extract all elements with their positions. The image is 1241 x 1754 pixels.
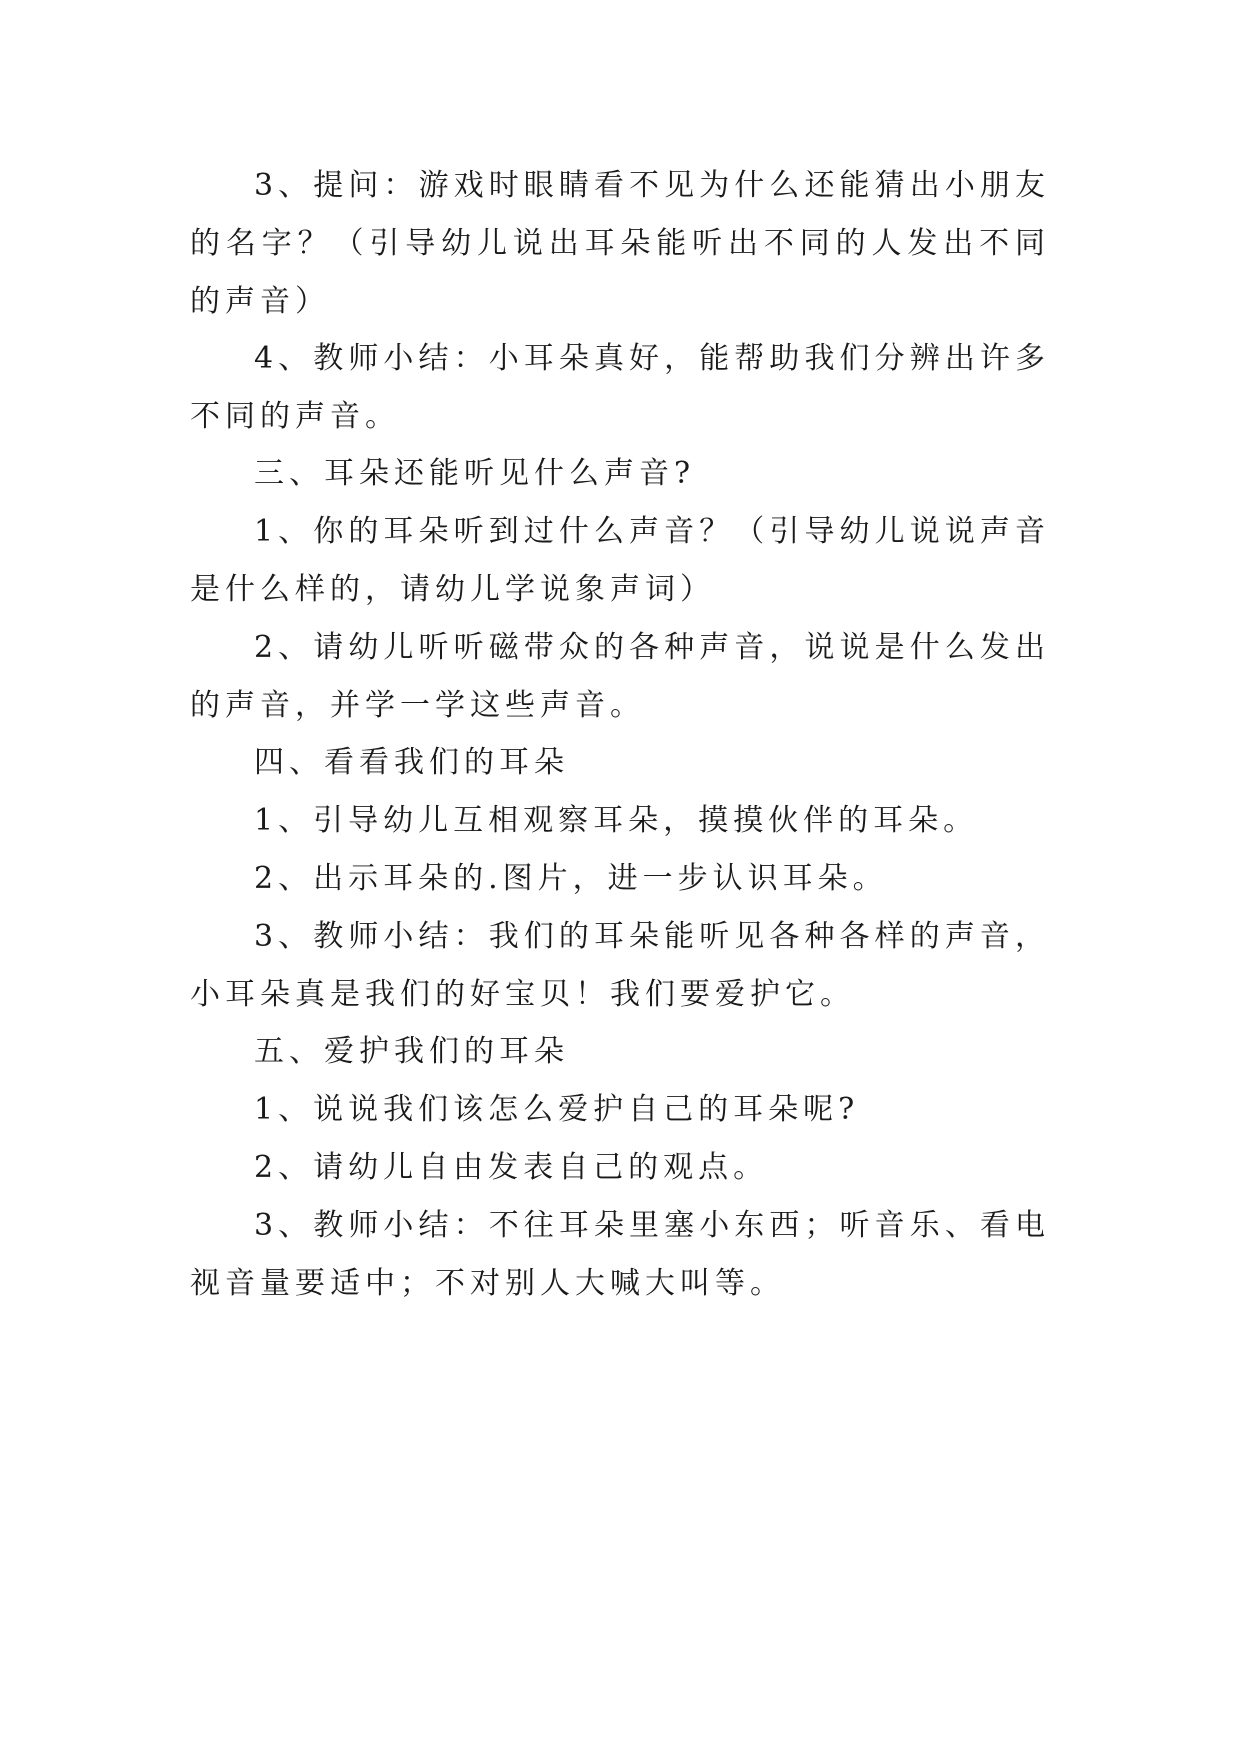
paragraph-section-4-step-1: 1、引导幼儿互相观察耳朵，摸摸伙伴的耳朵。	[254, 803, 979, 838]
paragraph-section-4-step-2: 2、出示耳朵的.图片，进一步认识耳朵。	[254, 861, 888, 896]
paragraph-section-5-step-3: 3、教师小结：不往耳朵里塞小东西；听音乐、看电视音量要适中；不对别人大喊大叫等。	[190, 1208, 1050, 1301]
paragraph-section-5-step-1: 1、说说我们该怎么爱护自己的耳朵呢?	[254, 1092, 860, 1127]
section-heading-3: 三、耳朵还能听见什么声音?	[254, 456, 696, 491]
paragraph-section-3-step-2: 2、请幼儿听听磁带众的各种声音，说说是什么发出的声音，并学一学这些声音。	[190, 630, 1050, 723]
paragraph-step-4-summary: 4、教师小结：小耳朵真好，能帮助我们分辨出许多不同的声音。	[190, 341, 1050, 434]
paragraph-section-4-step-3: 3、教师小结：我们的耳朵能听见各种各样的声音，小耳朵真是我们的好宝贝！我们要爱护它。	[190, 919, 1050, 1012]
paragraph-step-3-question: 3、提问：游戏时眼睛看不见为什么还能猜出小朋友的名字？（引导幼儿说出耳朵能听出不同的人发出不同的声音）	[190, 168, 1050, 319]
paragraph-section-5-step-2: 2、请幼儿自由发表自己的观点。	[254, 1150, 769, 1185]
section-heading-4: 四、看看我们的耳朵	[254, 745, 569, 780]
paragraph-section-3-step-1: 1、你的耳朵听到过什么声音？（引导幼儿说说声音是什么样的，请幼儿学说象声词）	[190, 514, 1050, 607]
section-heading-5: 五、爱护我们的耳朵	[254, 1034, 569, 1069]
